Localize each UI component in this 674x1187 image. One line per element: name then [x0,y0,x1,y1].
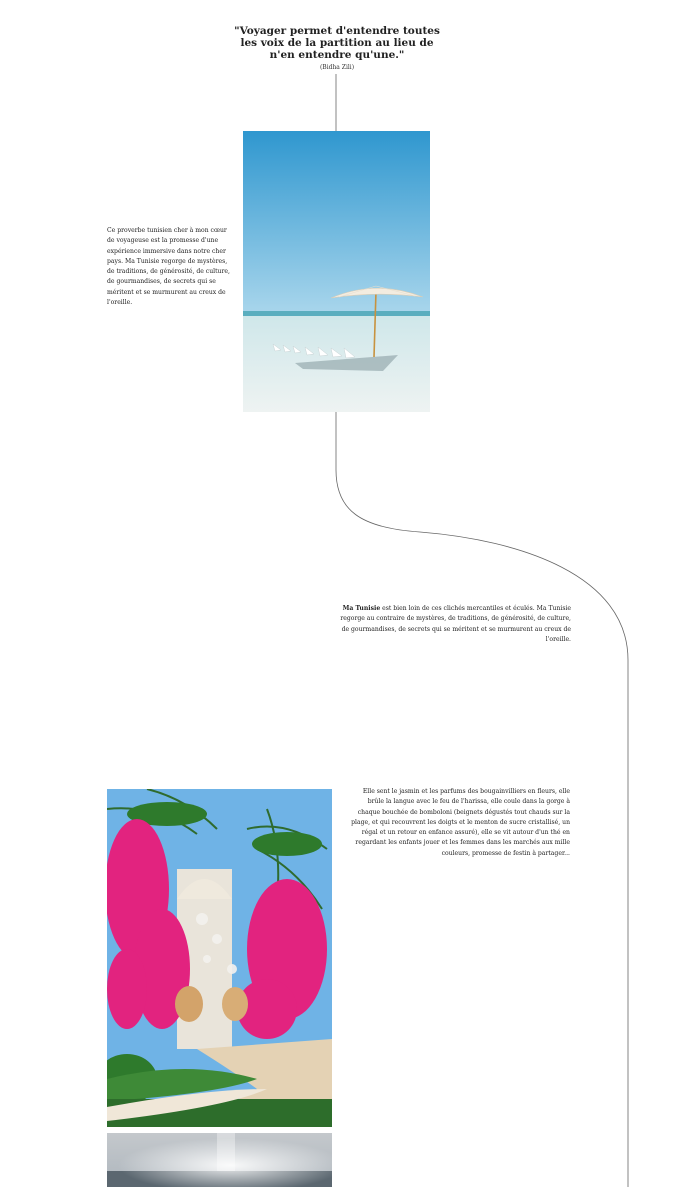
sea-photo [107,1133,332,1187]
quote-text: "Voyager permet d'entendre toutes les voix de la partition au lieu de n'en entendre qu'une." [234,25,440,61]
section-paragraph-1-text: est bien loin de ces clichés mercantiles et éculés. Ma Tunisie regorge au contraire de mystères, de traditions, de générosité, de culture, de gourmandises, de secrets qui se méritent et se murmurent au creux de l'oreille. [340,605,571,643]
quote-author: (Bidha Zili) [319,64,355,71]
intro-paragraph: Ce proverbe tunisien cher à mon cœur de voyageuse est la promesse d'une expérience immersive dans notre cher pays. Ma Tunisie regorge de mystères, de traditions, de générosité, de culture, de gourmandises, de secrets qui se méritent et se murmurent au creux de l'oreille. [107,227,230,307]
section-paragraph-1 [340,604,571,645]
beach-photo [243,131,430,412]
garden-photo [107,789,332,1127]
section-paragraph-2: Elle sent le jasmin et les parfums des bougainvilliers en fleurs, elle brûle la langue avec le feu de l'harissa, elle coule dans la gorge à chaque bouchée de bomboloni (beignets dégustés tout chauds sur la plage, et qui recouvrent les doigts et le menton de sucre cristallisé, un régal et un retour en enfance assuré), elle se vit autour d'un thé en regardant les enfants jouer et les femmes dans les marchés aux mille couleurs, promesse de festin à partager... [351,788,570,857]
highlight-ma-tunisie: Ma Tunisie [342,605,381,612]
